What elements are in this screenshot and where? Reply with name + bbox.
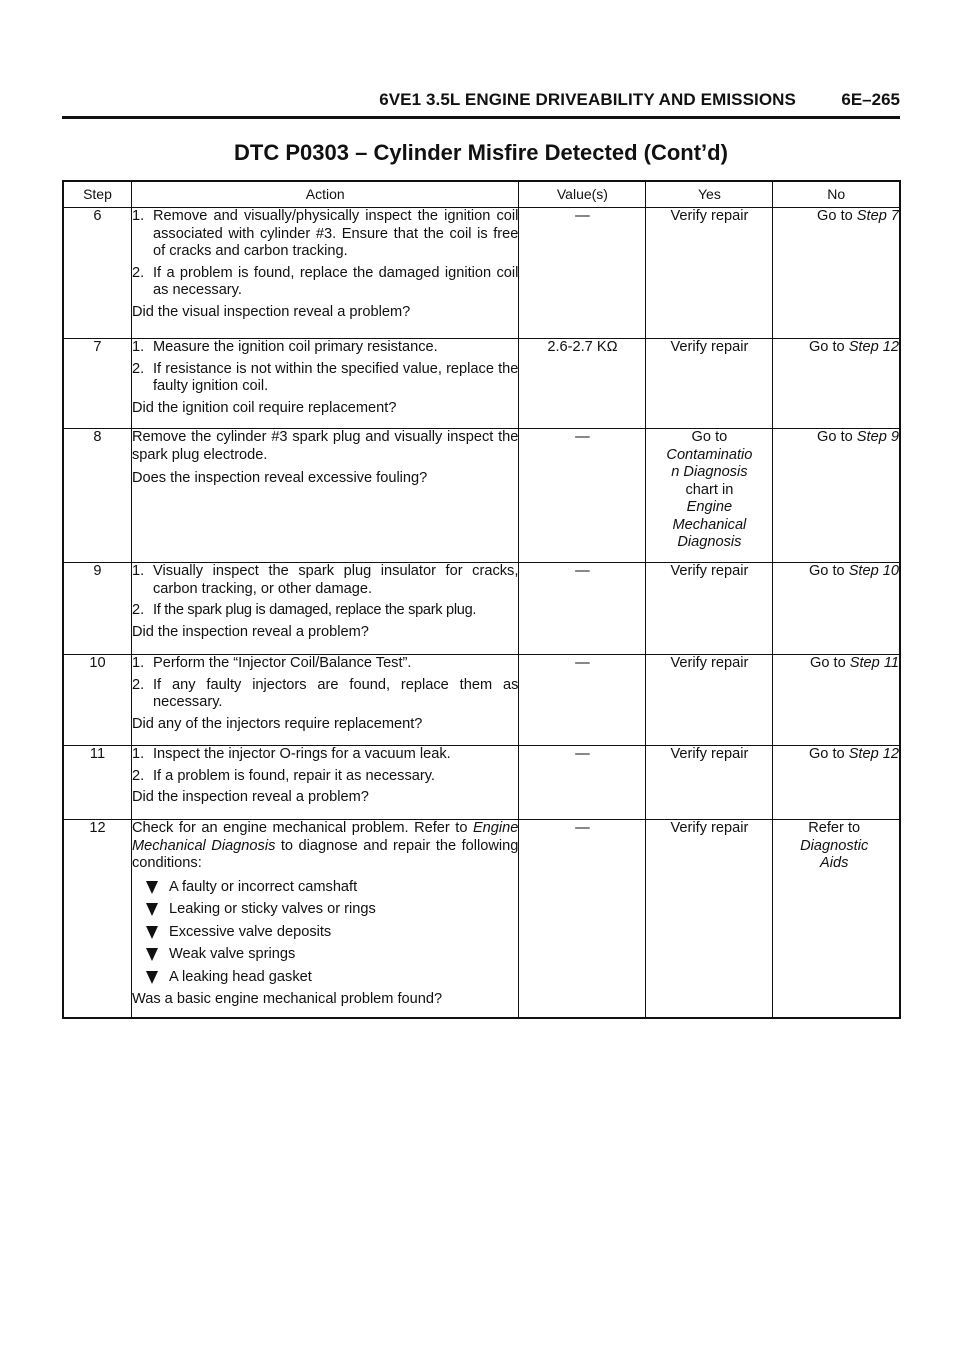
header-title: 6VE1 3.5L ENGINE DRIVEABILITY AND EMISSIONS: [379, 90, 796, 109]
table-row: [63, 820, 900, 1018]
value-cell: —: [519, 820, 646, 1018]
step-number: 12: [63, 820, 131, 1018]
list-item: Weak valve springs: [146, 946, 518, 964]
table-row: [63, 563, 900, 655]
action-question: Did the inspection reveal a problem?: [131, 789, 369, 805]
item-number: 1.: [131, 746, 145, 762]
action-item: 1. Perform the “Injector Coil/Balance Test”.: [131, 655, 412, 671]
step-link[interactable]: Step 10: [848, 563, 899, 579]
col-no-header: No: [773, 181, 900, 208]
table-row: [63, 208, 900, 339]
step-number: 6: [63, 208, 131, 339]
table-header-row: [63, 181, 900, 208]
item-number: 1.: [131, 563, 145, 579]
step-link[interactable]: Step 9: [856, 429, 899, 445]
bullet-triangle-icon: [146, 881, 158, 894]
page-number: 6E–265: [841, 90, 900, 109]
action-question: Does the inspection reveal excessive fouling?: [131, 470, 428, 486]
value-cell: —: [519, 429, 646, 563]
item-number: 2.: [131, 264, 145, 281]
action-item: 2. If resistance is not within the specified value, replace the faulty ignition coil.: [131, 360, 519, 394]
col-values-header: Value(s): [519, 181, 646, 208]
bullet-triangle-icon: [146, 926, 158, 939]
action-cell: [131, 655, 518, 746]
no-cell: Go to Step 12: [773, 339, 900, 429]
bullet-triangle-icon: [146, 971, 158, 984]
item-number: 2.: [131, 360, 145, 377]
item-number: 1.: [131, 655, 145, 671]
col-action-header: Action: [131, 181, 518, 208]
step-link[interactable]: Step 12: [848, 339, 899, 355]
list-item: A faulty or incorrect camshaft: [146, 879, 518, 897]
action-question: Was a basic engine mechanical problem found?: [131, 991, 443, 1007]
action-cell: [131, 563, 518, 655]
yes-cell: Verify repair: [646, 339, 773, 429]
action-text: Check for an engine mechanical problem. Refer to Engine Mechanical Diagnosis to diagnose and repair the following conditions:: [131, 820, 519, 871]
action-item: 2. If a problem is found, repair it as necessary.: [131, 767, 435, 784]
action-text: Remove the cylinder #3 spark plug and visually inspect the spark plug electrode.: [131, 429, 519, 463]
no-cell: Go to Step 12: [773, 746, 900, 820]
value-cell: —: [519, 208, 646, 339]
step-link[interactable]: Step 12: [848, 746, 899, 762]
step-number: 9: [63, 563, 131, 655]
yes-cell: Go to Contaminatio n Diagnosis chart in Engine Mechanical Diagnosis: [646, 429, 773, 563]
step-link[interactable]: Step 7: [856, 208, 899, 224]
action-cell: [131, 429, 518, 563]
step-number: 10: [63, 655, 131, 746]
no-cell: Go to Step 9: [773, 429, 900, 563]
item-number: 1.: [131, 208, 145, 224]
action-item: 2. If a problem is found, replace the damaged ignition coil as necessary.: [131, 264, 519, 298]
item-number: 2.: [131, 602, 145, 618]
yes-cell: Verify repair: [646, 563, 773, 655]
no-cell: Go to Step 10: [773, 563, 900, 655]
list-item: Excessive valve deposits: [146, 924, 518, 942]
yes-cell: Verify repair: [646, 746, 773, 820]
table-row: [63, 746, 900, 820]
action-cell: [131, 339, 518, 429]
table-row: [63, 655, 900, 746]
action-item: 1. Measure the ignition coil primary resistance.: [131, 339, 438, 355]
step-number: 7: [63, 339, 131, 429]
list-item: A leaking head gasket: [146, 969, 518, 987]
step-number: 11: [63, 746, 131, 820]
item-number: 2.: [131, 767, 145, 784]
value-cell: —: [519, 655, 646, 746]
diagnostic-aids-link[interactable]: Diagnostic Aids: [800, 837, 869, 871]
engine-mechanical-diagnosis-link[interactable]: Engine Mechanical Diagnosis: [672, 499, 747, 550]
col-yes-header: Yes: [646, 181, 773, 208]
contamination-link[interactable]: Contaminatio n Diagnosis: [666, 446, 753, 480]
step-link[interactable]: Step 11: [849, 655, 899, 671]
col-step-header: Step: [63, 181, 131, 208]
action-cell: [131, 820, 518, 1018]
action-item: 1. Inspect the injector O-rings for a vacuum leak.: [131, 746, 451, 762]
action-cell: [131, 746, 518, 820]
no-cell: Go to Step 7: [773, 208, 900, 339]
action-question: Did any of the injectors require replacement?: [131, 715, 423, 732]
diagnostic-table: [62, 180, 901, 1019]
no-cell: Refer to Diagnostic Aids: [773, 820, 900, 1018]
action-item: 1. Visually inspect the spark plug insulator for cracks, carbon tracking, or other damage.: [131, 563, 519, 597]
item-number: 2.: [131, 676, 145, 693]
list-item: Leaking or sticky valves or rings: [146, 901, 518, 919]
bullet-triangle-icon: [146, 903, 158, 916]
action-item: 1. Remove and visually/physically inspect the ignition coil associated with cylinder #3. Ensure that the coil is free of cracks and carbon tracking.: [131, 208, 519, 259]
yes-cell: Verify repair: [646, 655, 773, 746]
item-number: 1.: [131, 339, 145, 355]
document-title: DTC P0303 – Cylinder Misfire Detected (Cont’d): [234, 140, 728, 165]
no-cell: Go to Step 11: [773, 655, 900, 746]
bullet-triangle-icon: [146, 948, 158, 961]
value-cell: —: [519, 746, 646, 820]
table-row: [63, 429, 900, 563]
yes-cell: Verify repair: [646, 820, 773, 1018]
action-item: 2. If any faulty injectors are found, replace them as necessary.: [131, 676, 519, 710]
step-number: 8: [63, 429, 131, 563]
action-item: 2. If the spark plug is damaged, replace the spark plug.: [131, 602, 477, 618]
action-cell: [131, 208, 518, 339]
page-header: [62, 88, 900, 119]
engine-mechanical-diagnosis-link[interactable]: Engine Mechanical Diagnosis: [131, 820, 519, 854]
value-cell: 2.6-2.7 KΩ: [519, 339, 646, 429]
yes-cell: Verify repair: [646, 208, 773, 339]
value-cell: —: [519, 563, 646, 655]
table-row: [63, 339, 900, 429]
action-question: Did the ignition coil require replacement?: [131, 399, 397, 416]
action-question: Did the inspection reveal a problem?: [131, 623, 369, 640]
action-question: Did the visual inspection reveal a problem?: [131, 303, 411, 320]
